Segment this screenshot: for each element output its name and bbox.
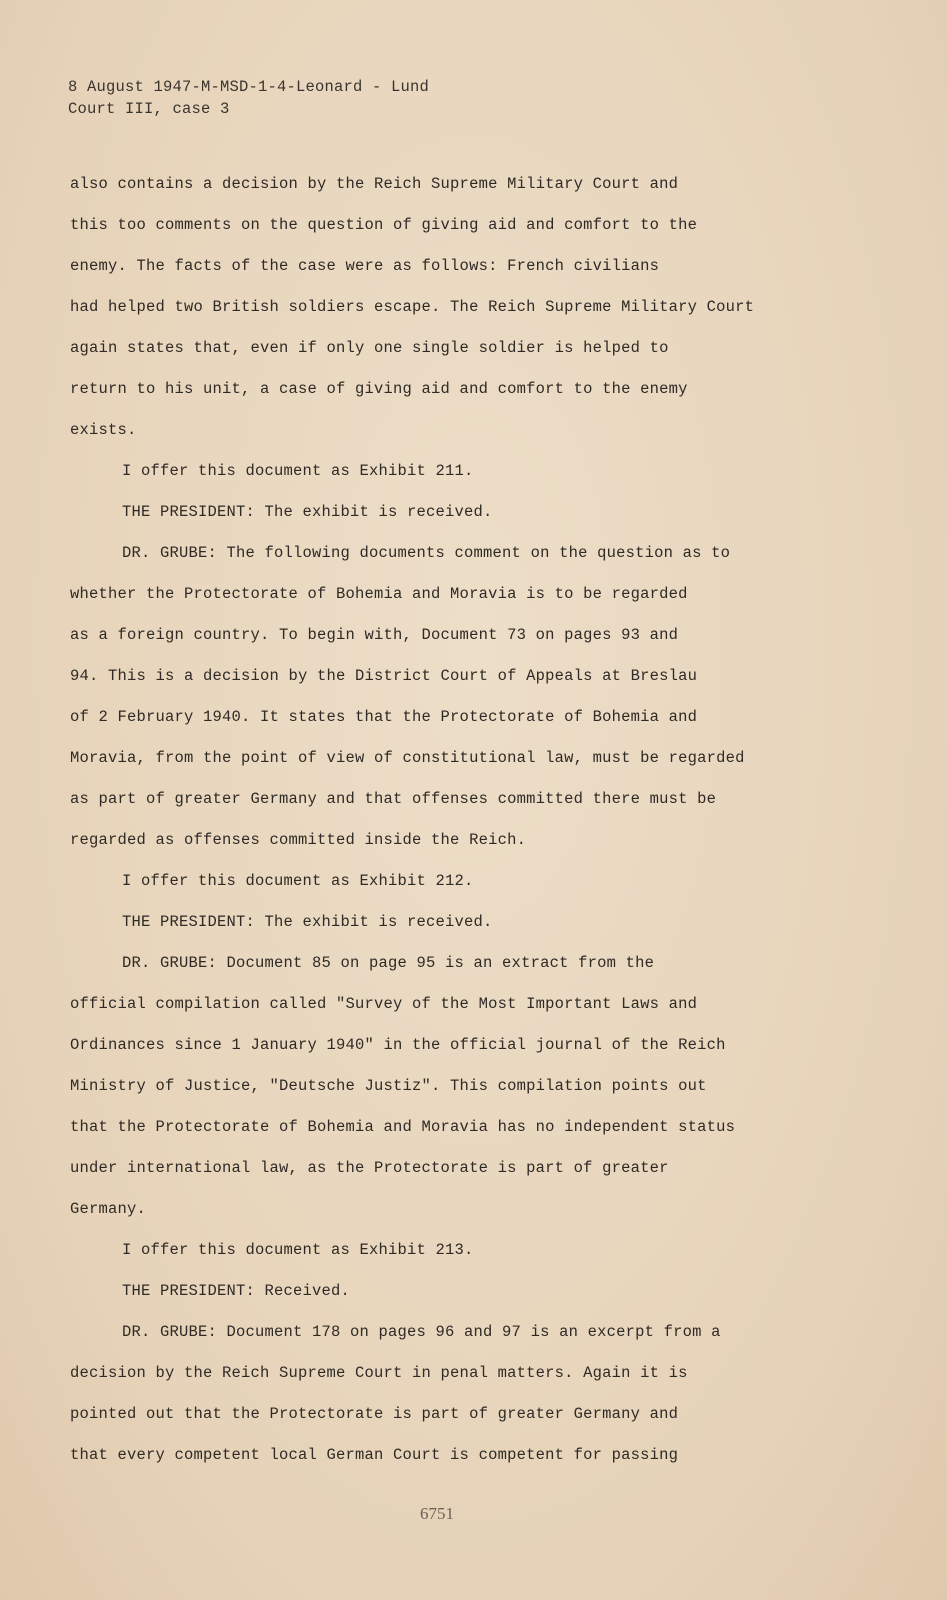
text-line: I offer this document as Exhibit 213. <box>122 1241 474 1259</box>
text-line: THE PRESIDENT: Received. <box>122 1282 351 1300</box>
text-line: regarded as offenses committed inside the Reich. <box>70 831 527 849</box>
text-line: Moravia, from the point of view of constitutional law, must be regarded <box>70 749 745 767</box>
text-line: official compilation called "Survey of the Most Important Laws and <box>70 995 698 1013</box>
text-line: under international law, as the Protectorate is part of greater <box>70 1159 669 1177</box>
header-line-court: Court III, case 3 <box>68 100 230 118</box>
text-line: again states that, even if only one single soldier is helped to <box>70 339 669 357</box>
text-line: pointed out that the Protectorate is part of greater Germany and <box>70 1405 679 1423</box>
text-line: Germany. <box>70 1200 147 1218</box>
text-line: DR. GRUBE: Document 178 on pages 96 and 97 is an excerpt from a <box>122 1323 721 1341</box>
text-line: whether the Protectorate of Bohemia and Moravia is to be regarded <box>70 585 688 603</box>
text-line: return to his unit, a case of giving aid and comfort to the enemy <box>70 380 688 398</box>
text-line: also contains a decision by the Reich Supreme Military Court and <box>70 175 679 193</box>
text-line: THE PRESIDENT: The exhibit is received. <box>122 503 493 521</box>
text-line: enemy. The facts of the case were as follows: French civilians <box>70 257 660 275</box>
page-number: 6751 <box>420 1504 454 1523</box>
text-line: of 2 February 1940. It states that the Protectorate of Bohemia and <box>70 708 698 726</box>
text-line: decision by the Reich Supreme Court in penal matters. Again it is <box>70 1364 688 1382</box>
header-line-date-reference: 8 August 1947-M-MSD-1-4-Leonard - Lund <box>68 78 430 96</box>
text-line: THE PRESIDENT: The exhibit is received. <box>122 913 493 931</box>
text-line: that every competent local German Court is competent for passing <box>70 1446 679 1464</box>
text-line: as part of greater Germany and that offenses committed there must be <box>70 790 717 808</box>
text-line: that the Protectorate of Bohemia and Moravia has no independent status <box>70 1118 736 1136</box>
text-line: I offer this document as Exhibit 211. <box>122 462 474 480</box>
text-line: as a foreign country. To begin with, Document 73 on pages 93 and <box>70 626 679 644</box>
text-line: Ordinances since 1 January 1940" in the official journal of the Reich <box>70 1036 726 1054</box>
text-line: DR. GRUBE: Document 85 on page 95 is an extract from the <box>122 954 655 972</box>
text-line: I offer this document as Exhibit 212. <box>122 872 474 890</box>
text-line: had helped two British soldiers escape. The Reich Supreme Military Court <box>70 298 755 316</box>
document-header <box>68 76 429 120</box>
text-line: Ministry of Justice, "Deutsche Justiz". This compilation points out <box>70 1077 707 1095</box>
text-line: 94. This is a decision by the District Court of Appeals at Breslau <box>70 667 698 685</box>
text-line: DR. GRUBE: The following documents comment on the question as to <box>122 544 731 562</box>
text-line: exists. <box>70 421 137 439</box>
text-line: this too comments on the question of giving aid and comfort to the <box>70 216 698 234</box>
